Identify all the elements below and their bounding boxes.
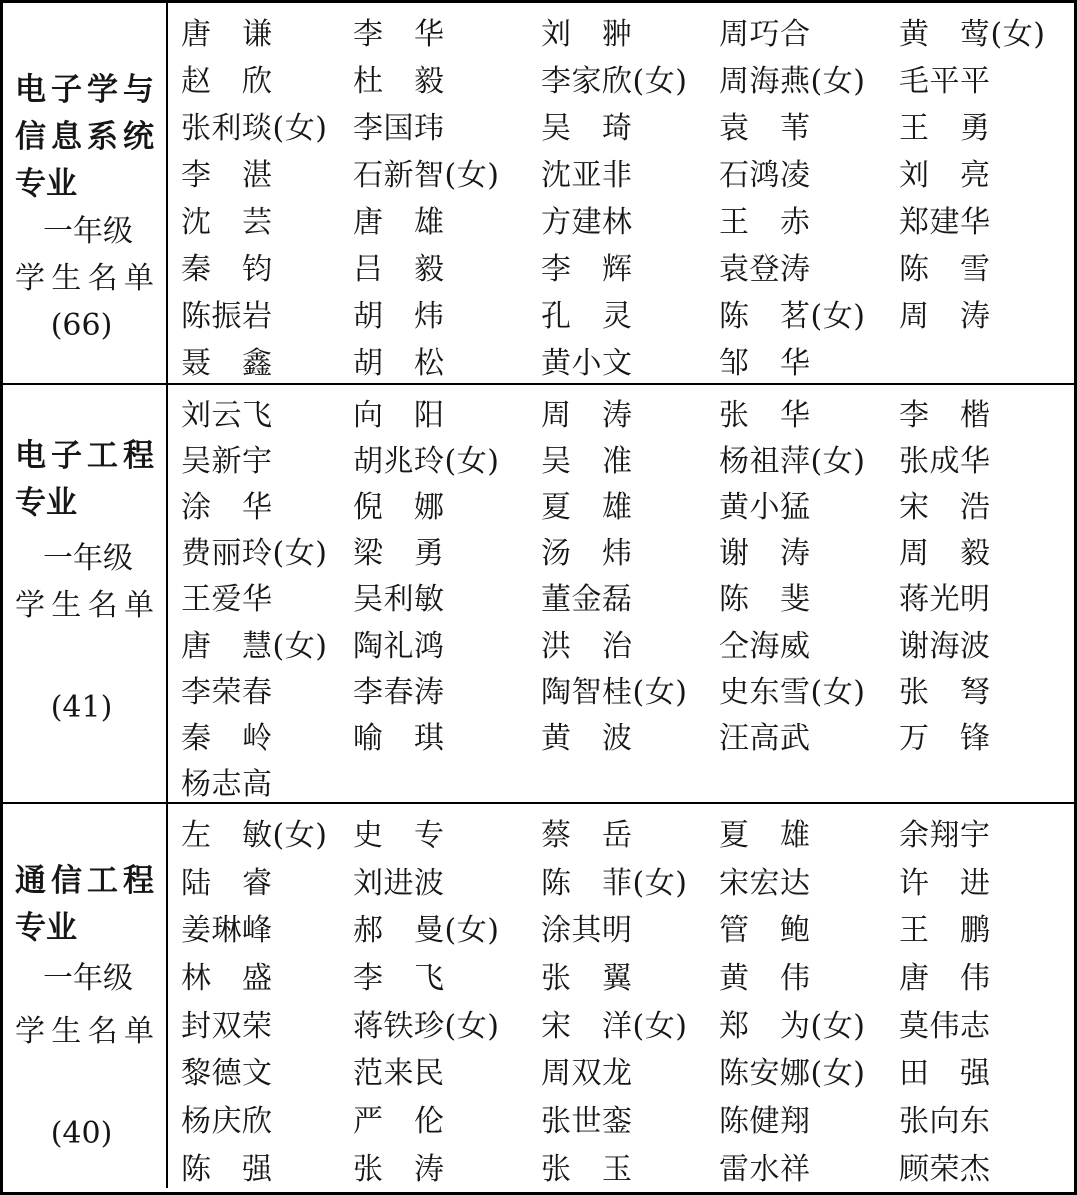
student-name: 周 涛 [541, 398, 633, 434]
student-name: 宋宏达 [719, 865, 811, 901]
student-name: 陈 菲(女) [541, 865, 688, 901]
major-title-line: 信息系统 [15, 119, 154, 155]
student-name: 周双龙 [541, 1056, 633, 1092]
student-name: 唐 慧(女) [181, 628, 328, 664]
student-name: 管 鲍 [719, 913, 811, 949]
name-row [181, 527, 1074, 573]
name-row [181, 903, 1074, 951]
name-row [181, 336, 1074, 383]
major-title-line: 电子学与 [15, 72, 154, 108]
section-electronics-info-systems [3, 3, 1074, 383]
student-name: 李荣春 [181, 674, 273, 710]
name-row [181, 242, 1074, 289]
student-name: 张 弩 [899, 674, 991, 710]
student-name: 林 盛 [181, 960, 273, 996]
student-name: 仝海威 [719, 628, 811, 664]
name-row [181, 1142, 1074, 1188]
student-name: 胡兆玲(女) [353, 444, 500, 480]
list-label: 学生名单 [15, 588, 154, 623]
student-name: 田 强 [899, 1056, 991, 1092]
student-name: 李 辉 [541, 251, 633, 287]
student-name: 向 阳 [353, 398, 445, 434]
student-name: 吴 准 [541, 444, 633, 480]
student-name: 杨志高 [181, 766, 273, 802]
student-name: 黄 莺(女) [899, 16, 1046, 52]
student-name: 陈 斐 [719, 582, 811, 618]
student-name: 赵 欣 [181, 63, 273, 99]
student-name: 王 赤 [719, 204, 811, 240]
student-name: 张 华 [719, 398, 811, 434]
student-name: 梁 勇 [353, 536, 445, 572]
student-name: 陈健翔 [719, 1103, 811, 1139]
student-name: 杨祖萍(女) [719, 444, 866, 480]
student-name: 胡 炜 [353, 298, 445, 334]
student-name: 周 涛 [899, 298, 991, 334]
student-name: 刘云飞 [181, 398, 273, 434]
section-header-cell [3, 804, 168, 1188]
name-row [181, 389, 1074, 435]
name-row [181, 435, 1074, 481]
name-row [181, 951, 1074, 999]
student-count: (41) [50, 690, 113, 725]
student-name: 张成华 [899, 444, 991, 480]
student-name: 胡 松 [353, 345, 445, 381]
student-name: 吕 毅 [353, 251, 445, 287]
student-name: 孔 灵 [541, 298, 633, 334]
name-row [181, 619, 1074, 665]
student-name: 刘进波 [353, 865, 445, 901]
name-row [181, 7, 1074, 54]
student-name: 史 专 [353, 817, 445, 853]
student-name: 陶礼鸿 [353, 628, 445, 664]
student-name: 秦 钧 [181, 251, 273, 287]
student-name: 许 进 [899, 865, 991, 901]
student-name: 蒋光明 [899, 582, 991, 618]
student-name: 李家欣(女) [541, 63, 688, 99]
student-name: 宋 洋(女) [541, 1008, 688, 1044]
student-name: 宋 浩 [899, 490, 991, 526]
student-name: 李 华 [353, 16, 445, 52]
student-name: 谢海波 [899, 628, 991, 664]
student-name: 毛平平 [899, 63, 991, 99]
student-name: 汤 炜 [541, 536, 633, 572]
name-row [181, 195, 1074, 242]
student-name: 王 勇 [899, 110, 991, 146]
student-name: 喻 琪 [353, 720, 445, 756]
student-name: 秦 岭 [181, 720, 273, 756]
grade-label: 一年级 [43, 541, 133, 576]
name-row [181, 999, 1074, 1047]
name-row [181, 54, 1074, 101]
name-row [181, 1046, 1074, 1094]
name-row [181, 758, 1074, 802]
student-name: 陈 强 [181, 1151, 273, 1187]
list-label: 学生名单 [15, 1014, 154, 1049]
student-name: 王爱华 [181, 582, 273, 618]
major-title-line: 专业 [15, 166, 77, 202]
student-name: 陈 雪 [899, 251, 991, 287]
student-name: 陆 睿 [181, 865, 273, 901]
student-name: 雷水祥 [719, 1151, 811, 1187]
student-name: 谢 涛 [719, 536, 811, 572]
names-grid [168, 385, 1074, 802]
major-title-line: 专业 [15, 910, 77, 946]
student-name: 张向东 [899, 1103, 991, 1139]
student-name: 李 楷 [899, 398, 991, 434]
student-name: 石鸿凌 [719, 157, 811, 193]
student-name: 周巧合 [719, 16, 811, 52]
student-count: (66) [50, 308, 113, 343]
student-name: 唐 伟 [899, 960, 991, 996]
student-name: 费丽玲(女) [181, 536, 328, 572]
section-electronic-engineering [3, 383, 1074, 802]
name-row [181, 1094, 1074, 1142]
student-name: 黄 伟 [719, 960, 811, 996]
grade-label: 一年级 [43, 214, 133, 249]
student-name: 周海燕(女) [719, 63, 866, 99]
student-name: 李 湛 [181, 157, 273, 193]
student-name: 方建林 [541, 204, 633, 240]
student-name: 涂其明 [541, 913, 633, 949]
student-name: 唐 雄 [353, 204, 445, 240]
student-name: 万 锋 [899, 720, 991, 756]
student-name: 郑建华 [899, 204, 991, 240]
student-name: 吴 琦 [541, 110, 633, 146]
student-name: 沈 芸 [181, 204, 273, 240]
student-name: 张世銮 [541, 1103, 633, 1139]
major-title-line: 专业 [15, 485, 77, 521]
student-name: 郑 为(女) [719, 1008, 866, 1044]
names-grid [168, 804, 1074, 1188]
student-name: 蔡 岳 [541, 817, 633, 853]
student-name: 涂 华 [181, 490, 273, 526]
student-name: 陶智桂(女) [541, 674, 688, 710]
name-row [181, 481, 1074, 527]
student-name: 李 飞 [353, 960, 445, 996]
student-name: 姜琳峰 [181, 913, 273, 949]
student-name: 杨庆欣 [181, 1103, 273, 1139]
student-name: 范来民 [353, 1056, 445, 1092]
student-name: 洪 治 [541, 628, 633, 664]
student-name: 沈亚非 [541, 157, 633, 193]
student-name: 黄小猛 [719, 490, 811, 526]
student-name: 夏 雄 [719, 817, 811, 853]
student-name: 张 涛 [353, 1151, 445, 1187]
student-name: 陈安娜(女) [719, 1056, 866, 1092]
student-name: 顾荣杰 [899, 1151, 991, 1187]
section-communication-engineering [3, 802, 1074, 1188]
student-name: 陈 茗(女) [719, 298, 866, 334]
student-name: 石新智(女) [353, 157, 500, 193]
student-name: 倪 娜 [353, 490, 445, 526]
student-name: 黄小文 [541, 345, 633, 381]
major-title-line: 电子工程 [15, 438, 154, 474]
student-name: 刘 亮 [899, 157, 991, 193]
student-name: 封双荣 [181, 1008, 273, 1044]
student-name: 吴利敏 [353, 582, 445, 618]
name-row [181, 712, 1074, 758]
student-name: 周 毅 [899, 536, 991, 572]
student-name: 王 鹏 [899, 913, 991, 949]
name-row [181, 148, 1074, 195]
student-name: 袁登涛 [719, 251, 811, 287]
student-name: 邹 华 [719, 345, 811, 381]
major-title-line: 通信工程 [15, 863, 154, 899]
student-name: 陈振岩 [181, 298, 273, 334]
section-header-cell [3, 3, 168, 383]
student-name: 汪高武 [719, 720, 811, 756]
student-name: 李国玮 [353, 110, 445, 146]
student-name: 吴新宇 [181, 444, 273, 480]
name-row [181, 289, 1074, 336]
student-name: 史东雪(女) [719, 674, 866, 710]
name-row [181, 856, 1074, 904]
name-row [181, 573, 1074, 619]
student-name: 夏 雄 [541, 490, 633, 526]
student-name: 张利琰(女) [181, 110, 328, 146]
student-name: 杜 毅 [353, 63, 445, 99]
student-name: 莫伟志 [899, 1008, 991, 1044]
student-name: 左 敏(女) [181, 817, 328, 853]
student-name: 余翔宇 [899, 817, 991, 853]
student-name: 郝 曼(女) [353, 913, 500, 949]
student-name: 张 翼 [541, 960, 633, 996]
student-name: 严 伦 [353, 1103, 445, 1139]
student-name: 聂 鑫 [181, 345, 273, 381]
student-name: 黎德文 [181, 1056, 273, 1092]
student-name: 黄 波 [541, 720, 633, 756]
section-header-cell [3, 385, 168, 802]
student-name: 蒋铁珍(女) [353, 1008, 500, 1044]
name-row [181, 666, 1074, 712]
student-count: (40) [50, 1116, 113, 1151]
student-name: 唐 谦 [181, 16, 273, 52]
names-grid [168, 3, 1074, 383]
student-name: 李春涛 [353, 674, 445, 710]
student-name: 刘 翀 [541, 16, 633, 52]
student-name: 董金磊 [541, 582, 633, 618]
list-label: 学生名单 [15, 261, 154, 296]
grade-label: 一年级 [43, 961, 133, 996]
student-name: 袁 苇 [719, 110, 811, 146]
name-row [181, 808, 1074, 856]
student-name: 张 玉 [541, 1151, 633, 1187]
name-row [181, 101, 1074, 148]
